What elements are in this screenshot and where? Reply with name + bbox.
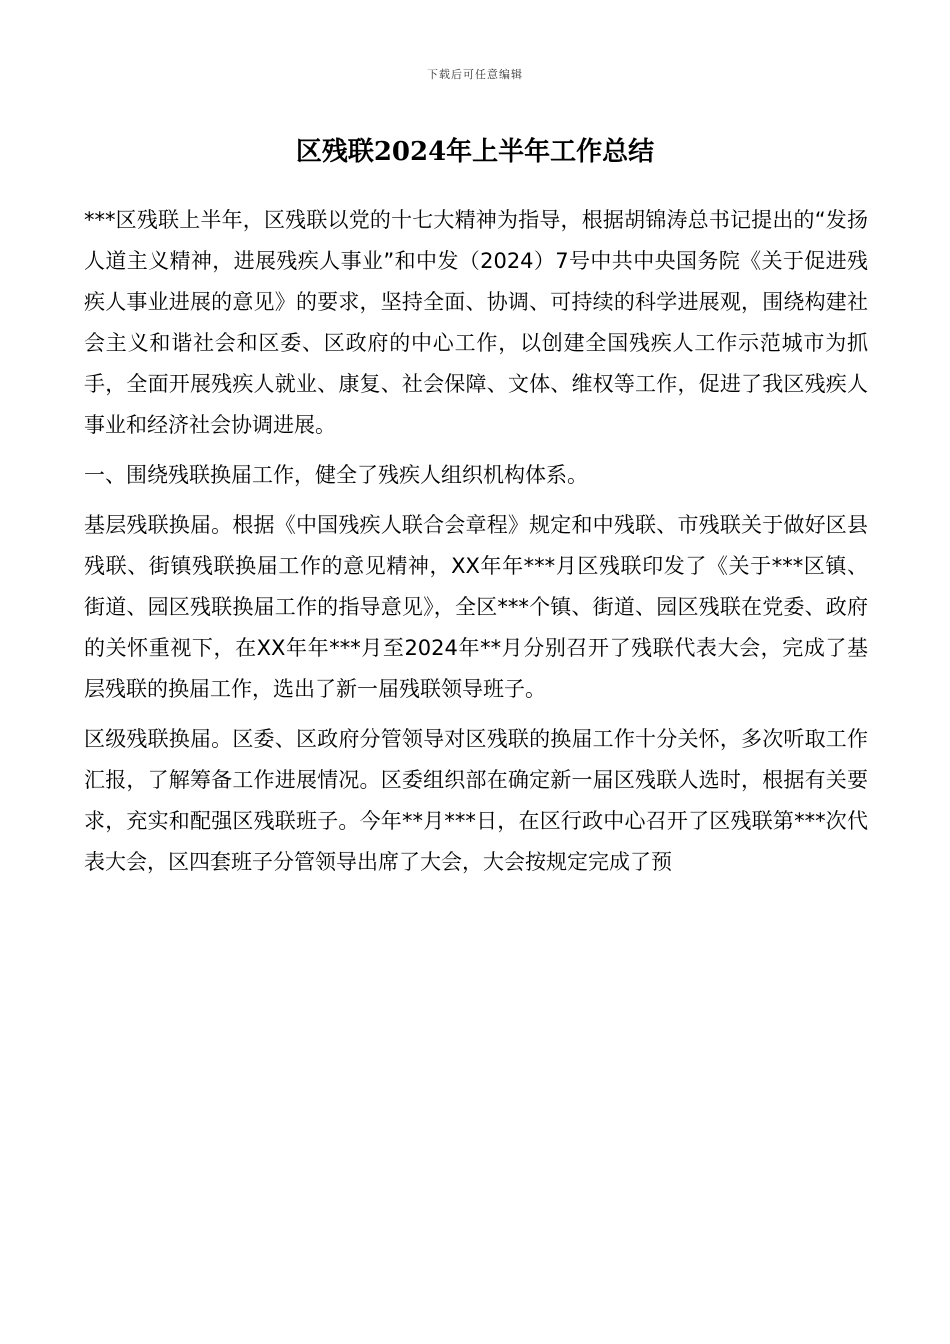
header-note: 下载后可任意编辑 [427, 68, 523, 81]
document-body [84, 190, 868, 892]
paragraph-district-election: 区级残联换届。区委、区政府分管领导对区残联的换届工作十分关怀，多次听取工作汇报，了解筹备工作进展情况。区委组织部在确定新一届区残联人选时，根据有关要求，充实和配强区残联班子。今年**月***日，在区行政中心召开了区残联第***次代表大会，区四套班子分管领导出席了大会，大会按规定完成了预 [84, 727, 868, 874]
paragraph-grassroots-election: 基层残联换届。根据《中国残疾人联合会章程》规定和中残联、市残联关于做好区县残联、街镇残联换届工作的意见精神，XX年年***月区残联印发了《关于***区镇、街道、园区残联换届工作的指导意见》，全区***个镇、街道、园区残联在党委、政府的关怀重视下，在XX年年***月至2024年**月分别召开了残联代表大会，完成了基层残联的换届工作，选出了新一届残联领导班子。 [84, 513, 868, 701]
section-heading-1: 一、围绕残联换届工作，健全了残疾人组织机构体系。 [84, 463, 588, 487]
document-title: 区残联2024年上半年工作总结 [295, 137, 655, 167]
paragraph-intro: ***区残联上半年，区残联以党的十七大精神为指导，根据胡锦涛总书记提出的“发扬人道主义精神，进展残疾人事业”和中发（2024）7号中共中央国务院《关于促进残疾人事业进展的意见》的要求，坚持全面、协调、可持续的科学进展观，围绕构建社会主义和谐社会和区委、区政府的中心工作，以创建全国残疾人工作示范城市为抓手，全面开展残疾人就业、康复、社会保障、文体、维权等工作，促进了我区残疾人事业和经济社会协调进展。 [84, 208, 868, 437]
